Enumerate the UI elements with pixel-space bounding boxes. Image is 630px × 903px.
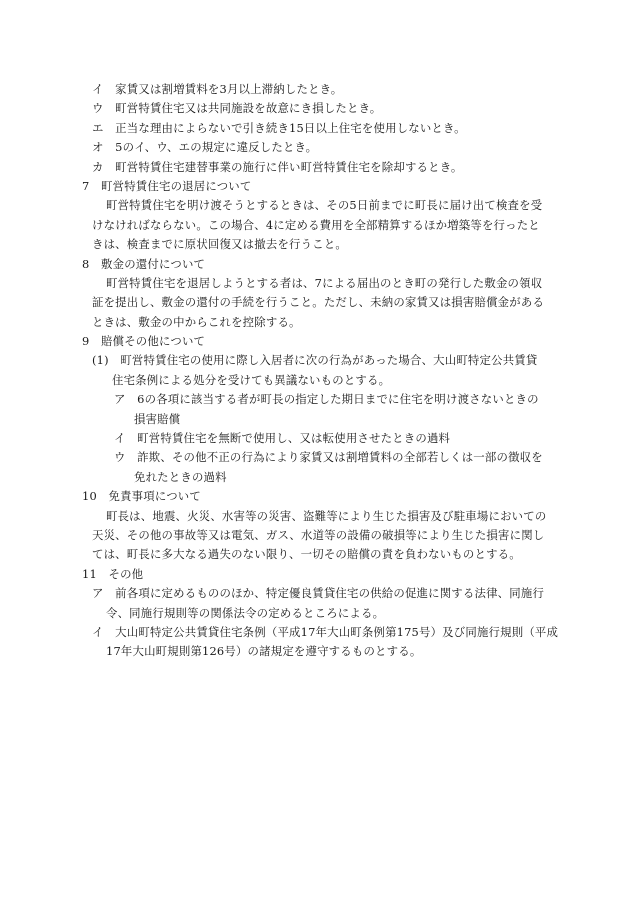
text-line: 令、同施行規則等の関係法令の定めるところによる。 [106, 605, 385, 620]
text-line: オ 5のイ、ウ、エの規定に違反したとき。 [92, 140, 318, 155]
text-line: 町長は、地震、火災、水害等の災害、盗難等により生じた損害及び駐車場においての [106, 508, 547, 523]
text-line: けなければならない。この場合、4に定める費用を全部精算するほか増築等を行ったと [92, 217, 540, 232]
text-line: イ 大山町特定公共賃貸住宅条例（平成17年大山町条例第175号）及び同施行規則（平成 [92, 624, 559, 639]
text-line: 住宅条例による処分を受けても異議ないものとする。 [112, 372, 391, 387]
text-line: エ 正当な理由によらないで引き続き15日以上住宅を使用しないとき。 [92, 120, 466, 135]
text-line: 天災、その他の事故等又は電気、ガス、水道等の設備の破損等により生じた損害に関し [92, 527, 545, 542]
text-line: 8 敷金の還付について [82, 256, 206, 271]
text-line: 9 賠償その他について [82, 334, 206, 349]
document-body [82, 80, 559, 662]
text-line: イ 町営特賃住宅を無断で使用し、又は転使用させたときの過料 [114, 431, 451, 446]
text-line: 11 その他 [82, 566, 144, 581]
text-line: (1) 町営特賃住宅の使用に際し入居者に次の行為があった場合、大山町特定公共賃貸 [92, 353, 538, 368]
text-line: 7 町営特賃住宅の退居について [82, 178, 252, 193]
text-line: 10 免責事項について [82, 489, 201, 504]
text-line: 免れたときの過料 [134, 469, 227, 484]
text-line: 町営特賃住宅を明け渡そうとするときは、その5日前までに町長に届け出て検査を受 [106, 198, 543, 213]
text-line: イ 家賃又は割増賃料を3月以上滞納したとき。 [92, 82, 343, 96]
text-line: 町営特賃住宅を退居しようとする者は、7による届出のとき町の発行した敷金の領収 [106, 275, 543, 290]
text-line: ウ 詐欺、その他不正の行為により家賃又は割増賃料の全部若しくは一部の徴収を [114, 450, 543, 465]
text-line: きは、検査までに原状回復又は撤去を行うこと。 [92, 237, 347, 252]
text-line: カ 町営特賃住宅建替事業の施行に伴い町営特賃住宅を除却するとき。 [92, 159, 463, 174]
text-line: ては、町長に多大なる過失のない限り、一切その賠償の責を負わないものとする。 [92, 547, 521, 562]
text-line: 17年大山町規則第126号）の諸規定を遵守するものとする。 [106, 644, 422, 659]
text-line: ア 6の各項に該当する者が町長の指定した期日までに住宅を明け渡さないときの [114, 392, 539, 407]
text-line: 証を提出し、敷金の還付の手続を行うこと。ただし、未納の家賃又は損害賠償金がある [92, 295, 545, 310]
text-line: ウ 町営特賃住宅又は共同施設を故意にき損したとき。 [92, 101, 382, 116]
text-line: 損害賠償 [134, 411, 181, 426]
text-line: ときは、敷金の中からこれを控除する。 [92, 314, 301, 329]
text-line: ア 前各項に定めるもののほか、特定優良賃貸住宅の供給の促進に関する法律、同施行 [92, 586, 545, 601]
